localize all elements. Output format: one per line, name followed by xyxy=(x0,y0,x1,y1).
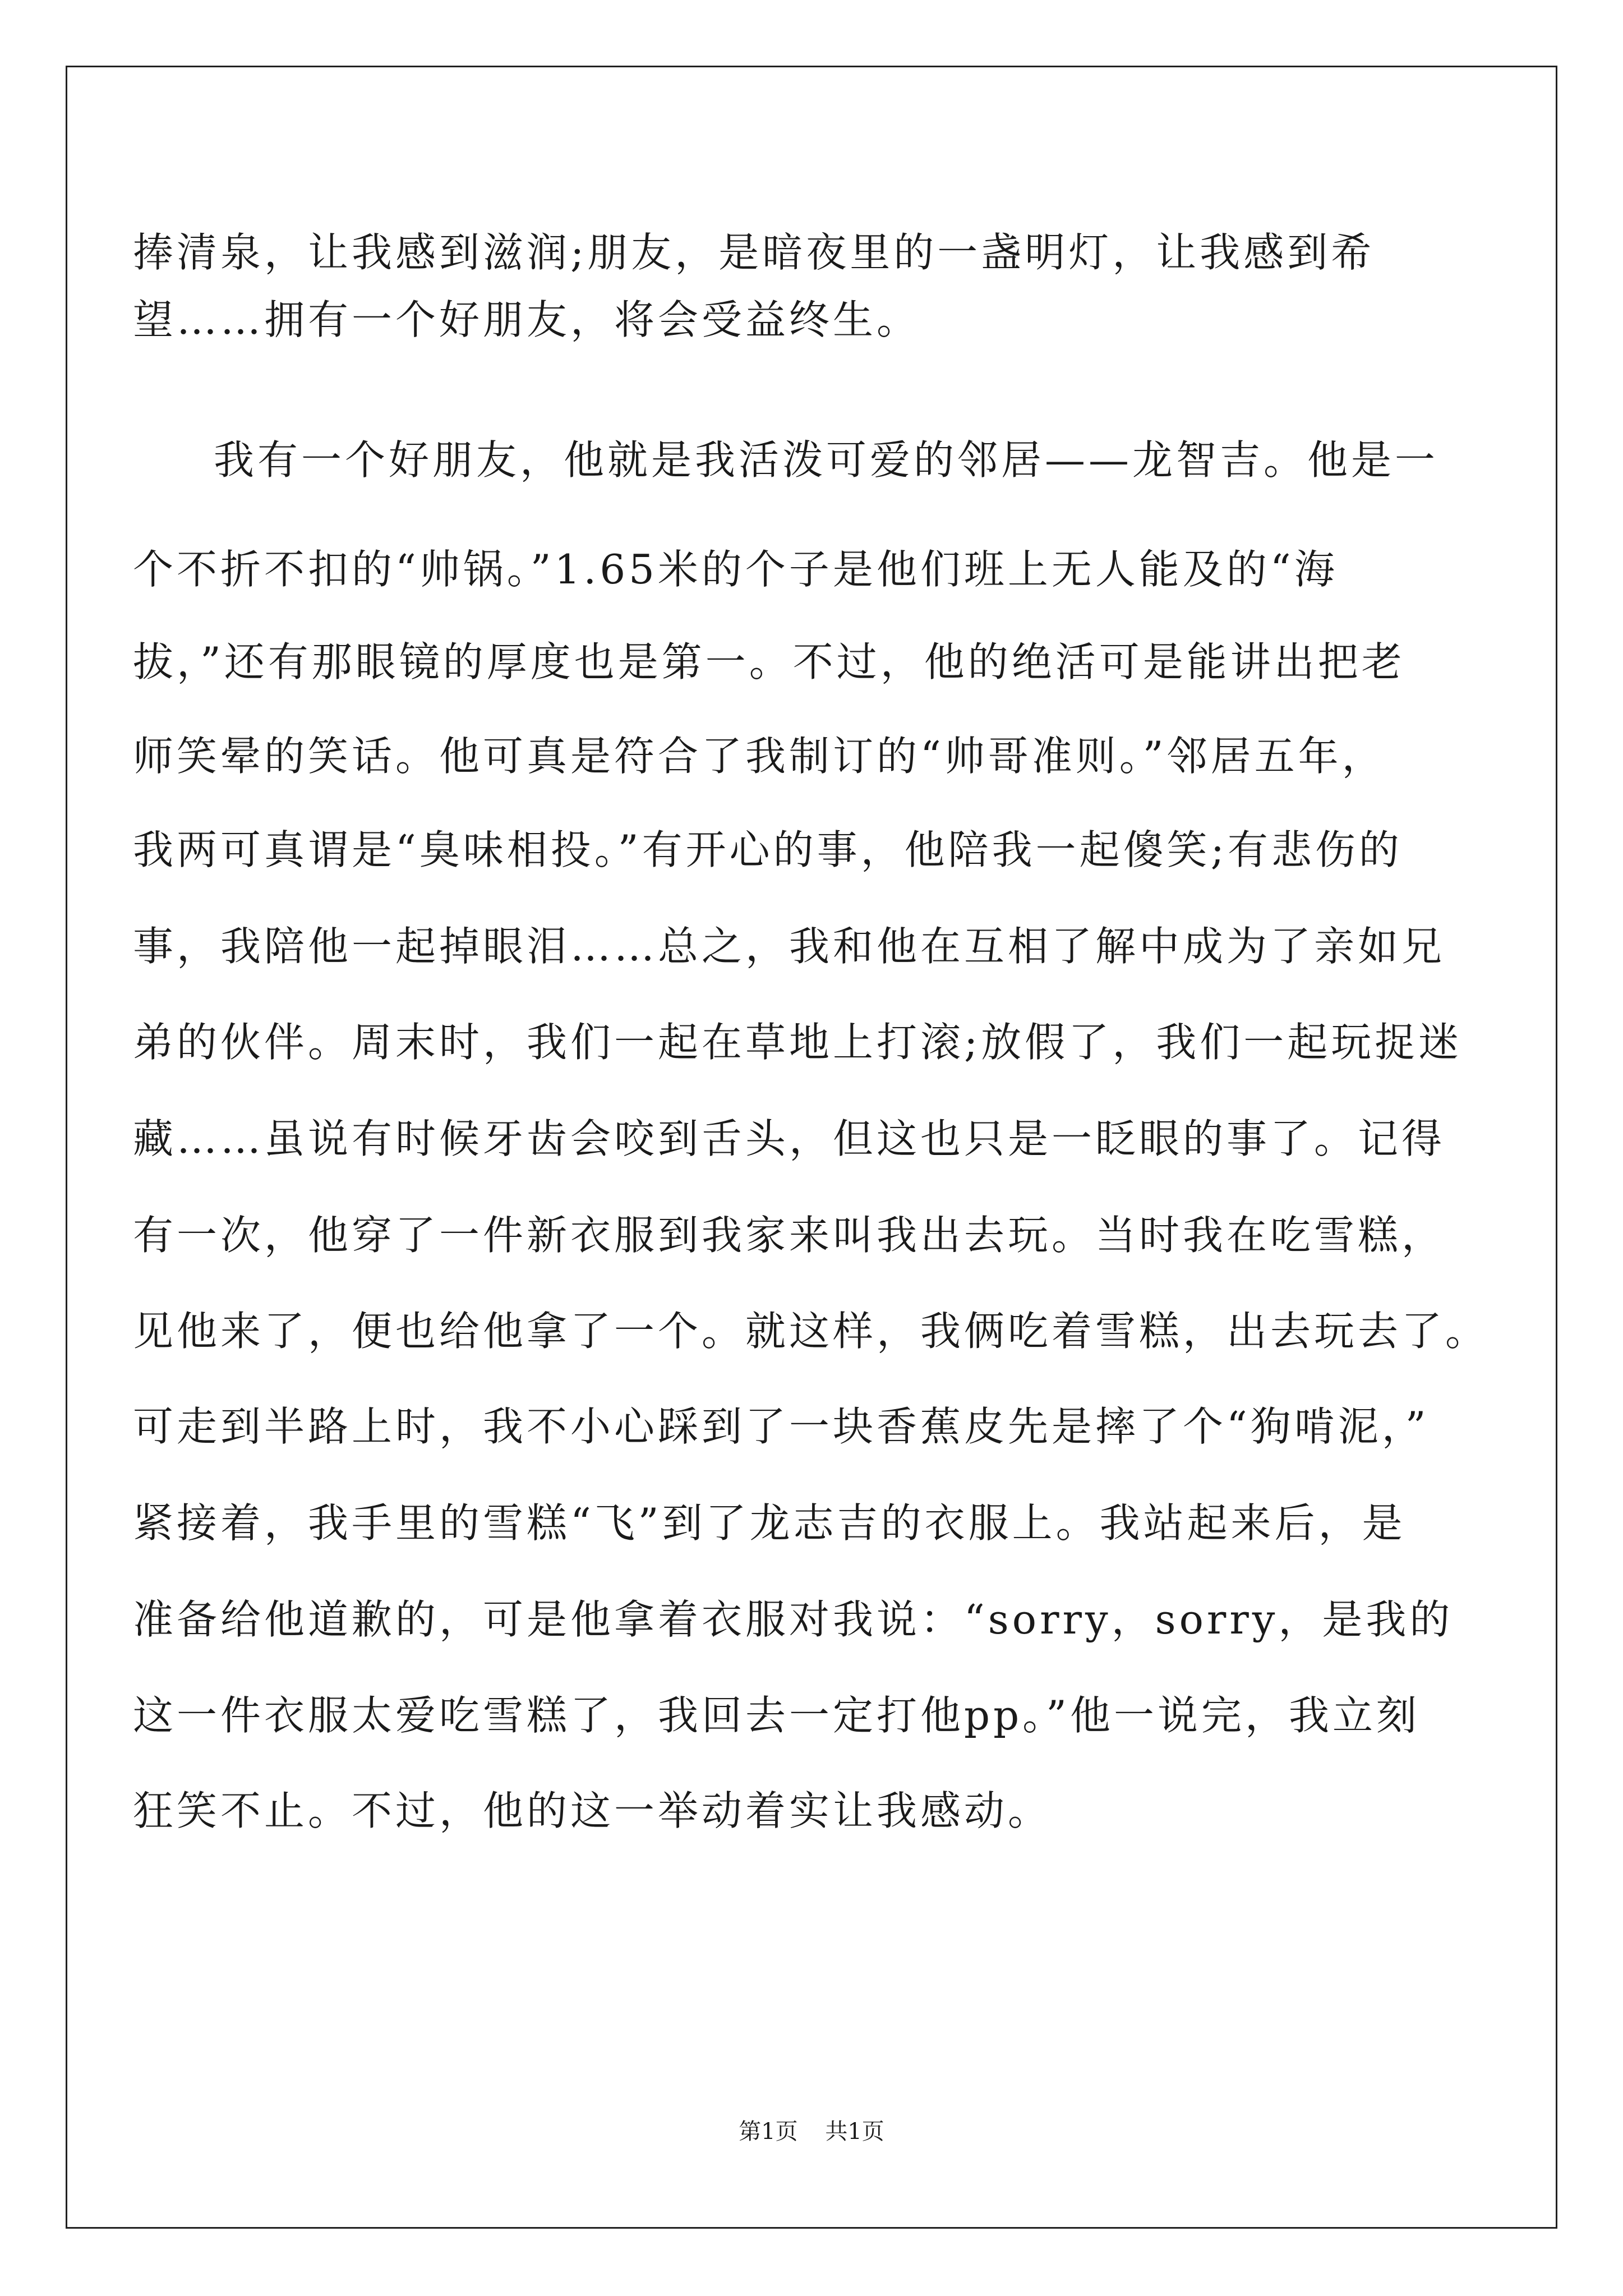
text-line: 事，我陪他一起掉眼泪……总之，我和他在互相了解中成为了亲如兄 xyxy=(133,923,1446,970)
text-line: 有一次，他穿了一件新衣服到我家来叫我出去玩。当时我在吃雪糕， xyxy=(133,1212,1446,1259)
page-footer xyxy=(0,2118,1623,2146)
page-number: 第1页 xyxy=(739,2119,798,2145)
text-line: 拔，”还有那眼镜的厚度也是第一。不过，他的绝活可是能讲出把老 xyxy=(133,638,1405,685)
text-line: 捧清泉，让我感到滋润;朋友，是暗夜里的一盏明灯，让我感到希 xyxy=(133,229,1375,276)
text-line: 这一件衣服太爱吃雪糕了，我回去一定打他pp。”他一说完，我立刻 xyxy=(133,1692,1420,1739)
text-line: 狂笑不止。不过，他的这一举动着实让我感动。 xyxy=(133,1787,1052,1834)
text-line: 见他来了，便也给他拿了一个。就这样，我俩吃着雪糕，出去玩去了。 xyxy=(133,1308,1490,1355)
text-line: 个不折不扣的“帅锅。”1.65米的个子是他们班上无人能及的“海 xyxy=(133,546,1338,593)
page-total: 共1页 xyxy=(825,2119,884,2145)
text-line: 弟的伙伴。周末时，我们一起在草地上打滚;放假了，我们一起玩捉迷 xyxy=(133,1019,1463,1066)
text-line: 我两可真谓是“臭味相投。”有开心的事，他陪我一起傻笑;有悲伤的 xyxy=(133,826,1403,873)
text-line: 紧接着，我手里的雪糕“飞”到了龙志吉的衣服上。我站起来后，是 xyxy=(133,1499,1406,1547)
paragraph-first-line: 我有一个好朋友，他就是我活泼可爱的邻居——龙智吉。他是一 xyxy=(214,436,1439,484)
text-line: 望……拥有一个好朋友，将会受益终生。 xyxy=(133,296,921,343)
text-line: 可走到半路上时，我不小心踩到了一块香蕉皮先是摔了个“狗啃泥，” xyxy=(133,1403,1430,1450)
text-line: 藏……虽说有时候牙齿会咬到舌头，但这也只是一眨眼的事了。记得 xyxy=(133,1115,1446,1162)
text-line: 师笑晕的笑话。他可真是符合了我制订的“帅哥准则。”邻居五年， xyxy=(133,733,1386,780)
text-line: 准备给他道歉的，可是他拿着衣服对我说：“sorry，sorry，是我的 xyxy=(133,1596,1454,1643)
